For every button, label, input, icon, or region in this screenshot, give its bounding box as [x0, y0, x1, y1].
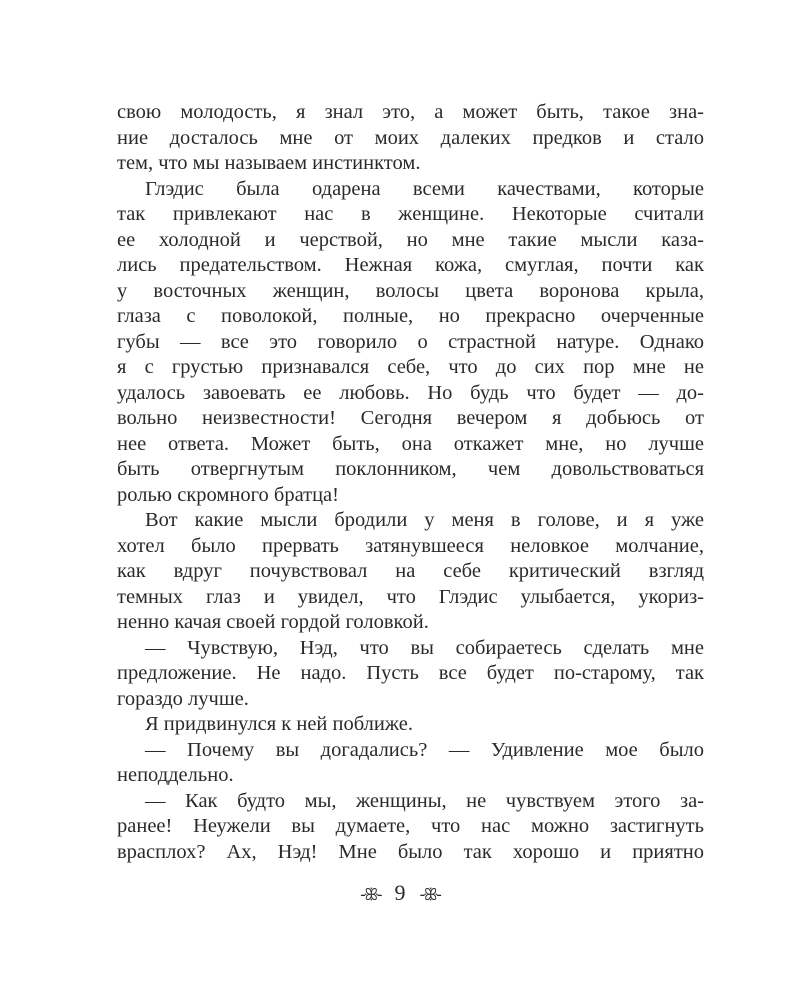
- text-line: ее холодной и черствой, но мне такие мысли каза-: [117, 228, 704, 251]
- text-line: — Почему вы догадались? — Удивление мое было: [145, 738, 704, 761]
- text-line: губы — все это говорило о страстной натуре. Однако: [117, 330, 704, 353]
- text-line: неподдельно.: [117, 764, 234, 786]
- page-number: 9: [394, 880, 406, 905]
- text-line: врасплох? Ах, Нэд! Мне было так хорошо и приятно: [117, 840, 704, 863]
- text-line: гораздо лучше.: [117, 687, 249, 710]
- text-line: ранее! Неужели вы думаете, что нас можно застигнуть: [117, 815, 704, 837]
- text-line: ние досталось мне от моих далеких предков и стало: [117, 126, 704, 149]
- text-line: ролью скромного братца!: [117, 483, 339, 506]
- ornament-left-icon: -ꕥ-: [360, 884, 381, 904]
- text-line: тем, что мы называем инстинктом.: [117, 152, 421, 174]
- text-line: вольно неизвестности! Сегодня вечером я добьюсь от: [117, 407, 704, 429]
- text-line: быть отвергнутым поклонником, чем довольствоваться: [117, 458, 704, 480]
- text-line: как вдруг почувствовал на себе критический взгляд: [117, 560, 704, 582]
- text-line: хотел было прервать затянувшееся неловкое молчание,: [117, 534, 704, 557]
- text-line: — Как будто мы, женщины, не чувствуем этого за-: [145, 789, 704, 812]
- page-footer: [0, 880, 800, 906]
- text-line: предложение. Не надо. Пусть все будет по-старому, так: [117, 662, 704, 684]
- text-line: я с грустью признавался себе, что до сих пор мне не: [117, 356, 704, 378]
- body-text: [117, 100, 704, 865]
- text-line: глаза с поволокой, полные, но прекрасно очерченные: [117, 305, 704, 327]
- text-line: у восточных женщин, волосы цвета воронова крыла,: [117, 279, 704, 302]
- ornament-right-icon: -ꕥ-: [419, 884, 440, 904]
- text-line: — Чувствую, Нэд, что вы собираетесь сделать мне: [145, 636, 704, 659]
- text-line: ненно качая своей гордой головкой.: [117, 611, 429, 633]
- text-line: лись предательством. Нежная кожа, смуглая, почти как: [117, 254, 704, 276]
- text-line: так привлекают нас в женщине. Некоторые считали: [117, 203, 704, 225]
- text-line: Я придвинулся к ней поближе.: [145, 713, 413, 735]
- text-line: нее ответа. Может быть, она откажет мне, но лучше: [117, 432, 704, 455]
- text-line: Глэдис была одарена всеми качествами, которые: [145, 177, 704, 200]
- text-line: удалось завоевать ее любовь. Но будь что будет — до-: [117, 381, 704, 404]
- text-line: свою молодость, я знал это, а может быть, такое зна-: [117, 101, 704, 123]
- text-line: Вот какие мысли бродили у меня в голове, и я уже: [145, 509, 704, 531]
- text-line: темных глаз и увидел, что Глэдис улыбается, укориз-: [117, 585, 704, 608]
